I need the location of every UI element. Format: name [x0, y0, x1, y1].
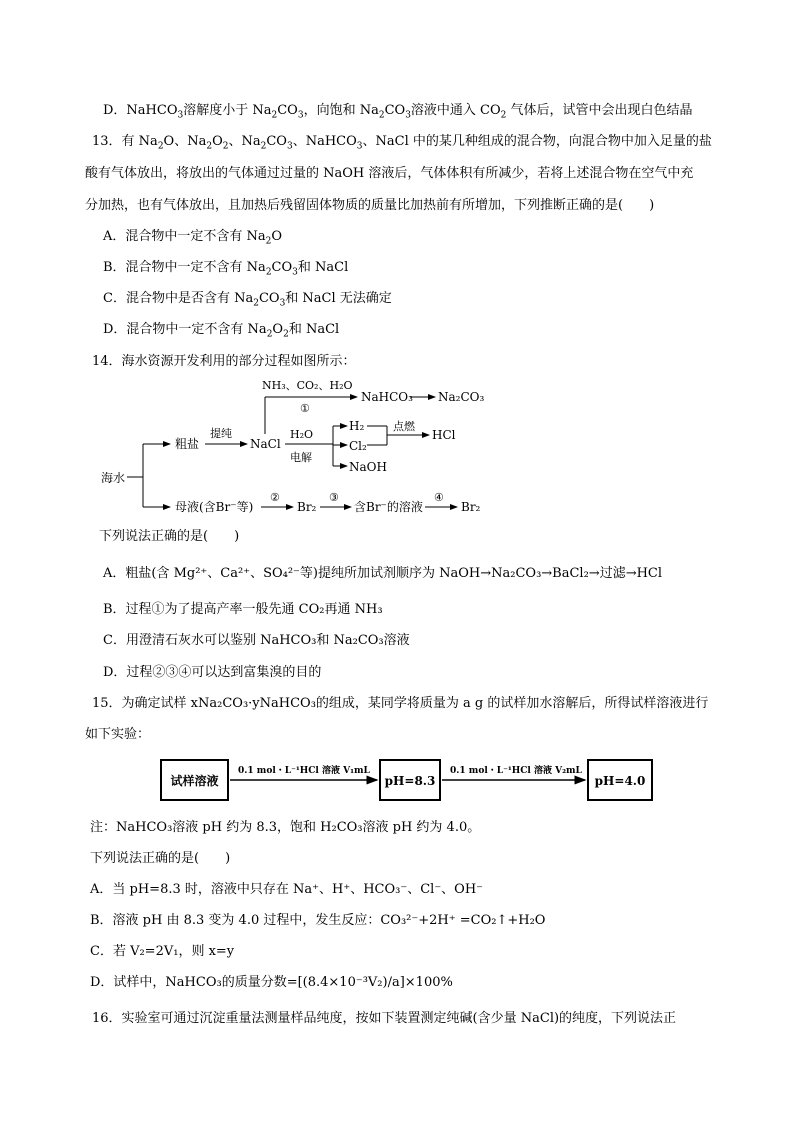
diagram-hcl-v2: 0.1 mol・L⁻¹HCl 溶液 V₂mL [450, 766, 582, 776]
q14-ask: 下列说法正确的是( ) [99, 529, 240, 544]
q14-option-b: B．过程①为了提高产率一般先通 CO₂再通 NH₃ [103, 602, 383, 617]
q15-note: 注：NaHCO₃溶液 pH 约为 8.3，饱和 H₂CO₃溶液 pH 约为 4.0。 [90, 820, 481, 835]
diagram-electrolysis: 电解 [290, 451, 312, 464]
diagram-step4: ④ [434, 491, 444, 504]
diagram-step3: ③ [329, 491, 339, 504]
diagram-step2: ② [270, 491, 280, 504]
diagram-mother-liquor: 母液(含Br⁻等) [175, 500, 254, 514]
q13-option-d: D．混合物中一定不含有 $Na_2O_2$和 NaCl [103, 322, 340, 340]
diagram-nahco3: NaHCO₃ [361, 390, 413, 404]
q13-option-a: A．混合物中一定不含有 $Na_2O$ [103, 229, 283, 247]
q13-stem-line2: 酸有气体放出，将放出的气体通过过量的 NaOH 溶液后，气体体积有所减少，若将上述混合物在空气中充 [85, 166, 694, 181]
q14-option-c: C．用澄清石灰水可以鉴别 NaHCO₃和 Na₂CO₃溶液 [103, 633, 410, 648]
q13-option-c: C．混合物中是否含有 $Na_2CO_3$和 NaCl 无法确定 [103, 291, 392, 309]
diagram-sample-solution: 试样溶液 [170, 774, 219, 788]
diagram-na2co3: Na₂CO₃ [438, 390, 485, 404]
diagram-hcl-v1: 0.1 mol・L⁻¹HCl 溶液 V₁mL [238, 766, 370, 776]
diagram-cl2: Cl₂ [349, 439, 367, 453]
q15-option-a: A．当 pH=8.3 时，溶液中只存在 Na⁺、H⁺、HCO₃⁻、Cl⁻、OH⁻ [90, 882, 484, 897]
diagram-h2: H₂ [349, 419, 365, 433]
q15-ask: 下列说法正确的是( ) [90, 851, 231, 866]
diagram-h2o: H₂O [290, 428, 314, 441]
diagram-reagents1: NH₃、CO₂、H₂O [262, 379, 353, 392]
diagram-ph-40: pH=4.0 [594, 774, 646, 788]
q15-stem-line1: 15．为确定试样 xNa₂CO₃·yNaHCO₃的组成，某同学将质量为 a g 的试样加水溶解后，所得试样溶液进行 [92, 696, 709, 711]
diagram-ignite: 点燃 [393, 420, 415, 433]
q14-option-a: A．粗盐(含 Mg²⁺、Ca²⁺、SO₄²⁻等)提纯所加试剂顺序为 NaOH→Na₂CO₃→BaCl₂→过滤→HCl [103, 566, 663, 581]
q15-option-d: D．试样中，NaHCO₃的质量分数=[(8.4×10⁻³V₂)/a]×100% [90, 975, 453, 990]
q13-stem-line1: 13．有 $Na_2O$、$Na_2O_2$、$Na_2CO_3$、NaHCO$_3$、NaCl 中的某几种组成的混合物，向混合物中加入足量的盐 [92, 134, 712, 152]
diagram-br2-b: Br₂ [461, 500, 481, 514]
diagram-step1: ① [300, 402, 310, 415]
titration-flow-diagram [160, 758, 655, 806]
diagram-purify: 提纯 [210, 427, 232, 440]
q15-option-c: C．若 V₂=2V₁，则 x=y [90, 944, 235, 959]
diagram-br2-a: Br₂ [297, 500, 317, 514]
q15-option-b: B．溶液 pH 由 8.3 变为 4.0 过程中，发生反应：CO₃²⁻+2H⁺ =CO₂↑+H₂O [90, 913, 546, 928]
diagram-br-solution: 含Br⁻的溶液 [354, 500, 423, 514]
diagram-ph-83: pH=8.3 [384, 774, 436, 788]
q15-stem-line2: 如下实验： [85, 727, 151, 742]
diagram-hcl: HCl [432, 428, 456, 442]
q13-option-b: B．混合物中一定不含有 $Na_2CO_3$和 NaCl [103, 260, 349, 278]
q13-stem-line3: 分加热，也有气体放出，且加热后残留固体物质的质量比加热前有所增加，下列推断正确的是( ) [85, 198, 655, 213]
diagram-seawater: 海水 [101, 471, 126, 485]
q16-stem-line1: 16．实验室可通过沉淀重量法测量样品纯度，按如下装置测定纯碱(含少量 NaCl)的纯度，下列说法正 [92, 1011, 677, 1026]
q12-option-d: D．NaHCO$_3$溶解度小于 $Na_2CO_3$，向饱和 $Na_2CO_3$溶液中通入 $CO_2$ 气体后，试管中会出现白色结晶 [103, 103, 693, 121]
diagram-naoh: NaOH [349, 460, 387, 474]
seawater-process-diagram [95, 374, 515, 524]
q14-option-d: D．过程②③④可以达到富集溴的目的 [103, 665, 322, 680]
q14-stem: 14．海水资源开发利用的部分过程如图所示： [92, 354, 356, 369]
diagram-crude-salt: 粗盐 [175, 437, 200, 451]
diagram-nacl: NaCl [250, 437, 281, 451]
